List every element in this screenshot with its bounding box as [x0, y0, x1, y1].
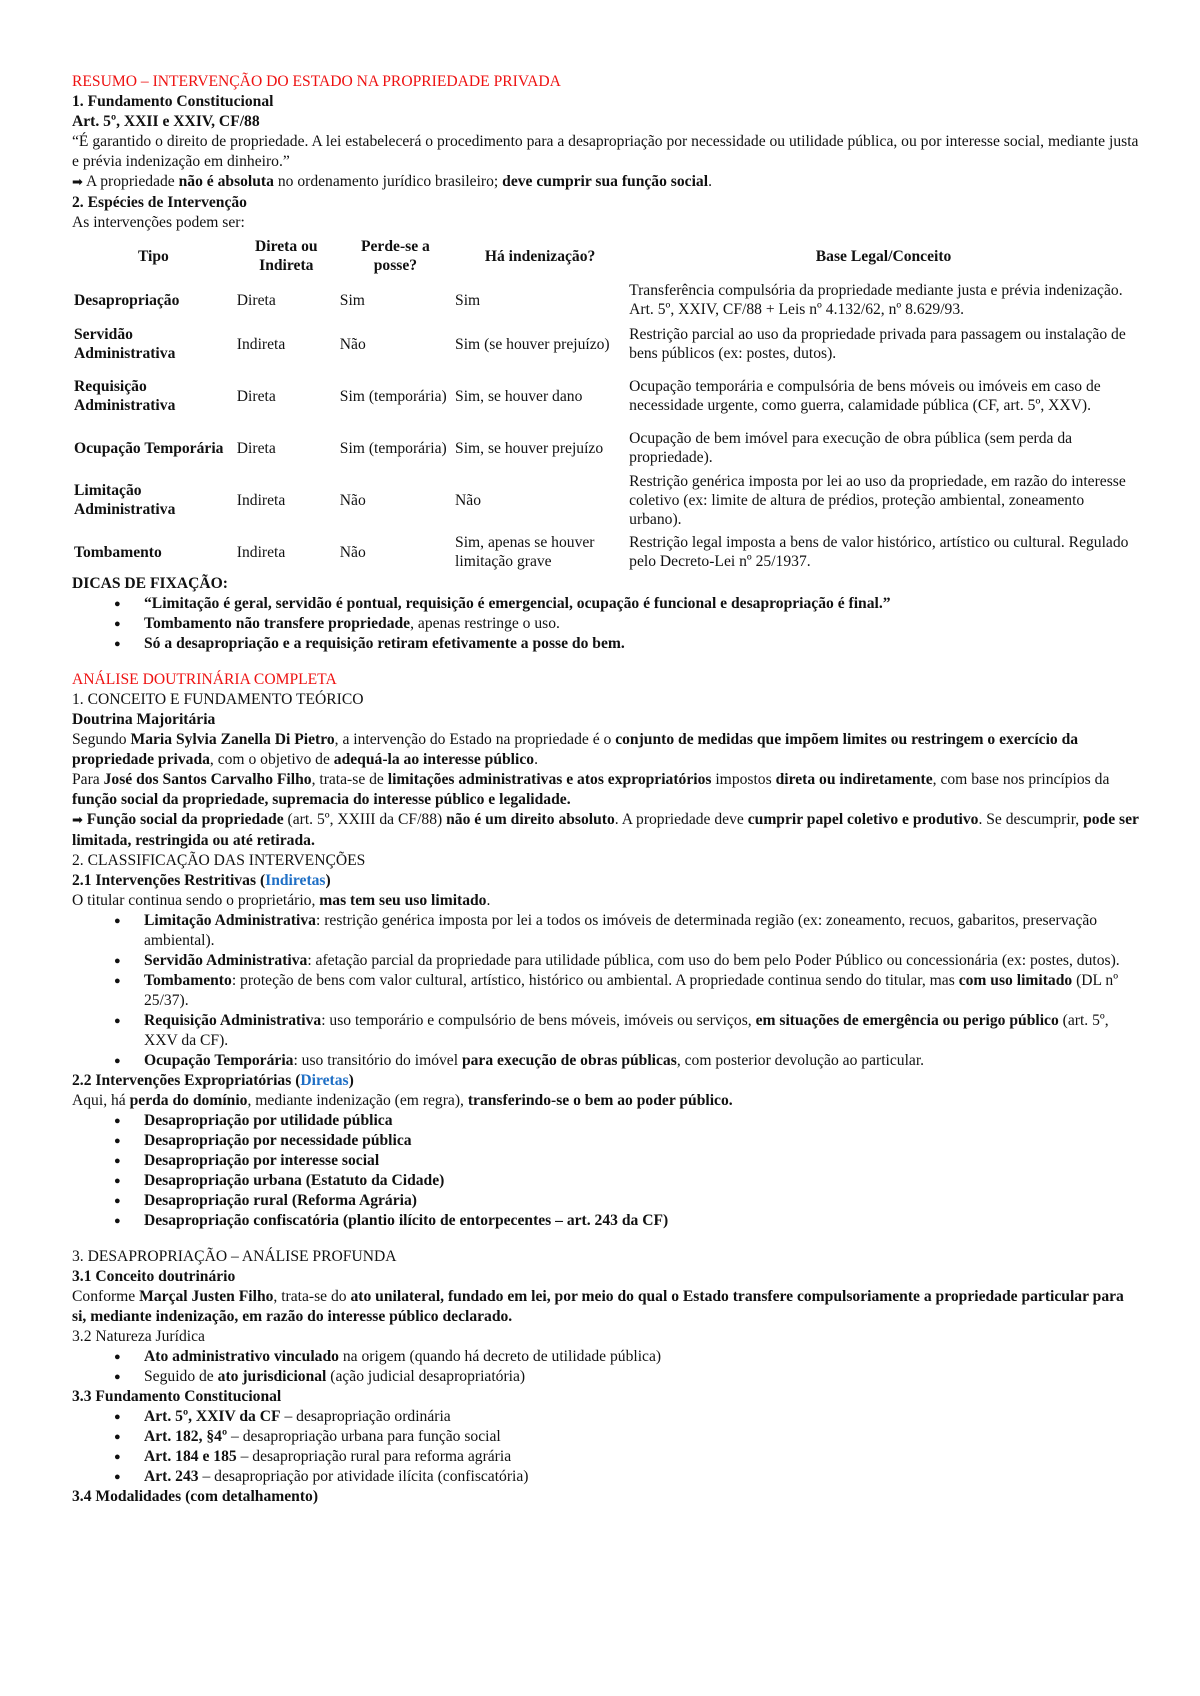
section-1-heading: 1. Fundamento Constitucional [72, 93, 274, 110]
header-posse: Perde-se a posse? [360, 238, 430, 274]
section-2-intro: As intervenções podem ser: [72, 214, 245, 231]
cell-direta: Direta [236, 439, 276, 457]
table-row [72, 470, 1140, 530]
cell-tipo: Limitação Administrativa [74, 482, 176, 518]
cell-tipo: Requisição Administrativa [74, 378, 176, 414]
section-3-4-heading: 3.4 Modalidades (com detalhamento) [72, 1488, 319, 1505]
table-row [72, 278, 1140, 322]
analise-section-1-heading: 1. CONCEITO E FUNDAMENTO TEÓRICO [72, 691, 364, 708]
function-note: ➡ A propriedade não é absoluta no ordenamento jurídico brasileiro; deve cumprir sua função social. [72, 173, 712, 190]
list-item: ● Só a desapropriação e a requisição retiram efetivamente a posse do bem. [144, 634, 1140, 654]
table-row [72, 322, 1140, 366]
cell-direta: Indireta [236, 491, 286, 509]
section-3-1-heading: 3.1 Conceito doutrinário [72, 1268, 236, 1285]
cell-base: Restrição genérica imposta por lei ao uso da propriedade, em razão do interesse coletivo (ex: limite de altura de prédios, proteção ambiental, zoneamento urbano). [629, 472, 1126, 528]
header-direta: Direta ou Indireta [255, 238, 318, 274]
analise-section-3-heading: 3. DESAPROPRIAÇÃO – ANÁLISE PROFUNDA [72, 1248, 397, 1265]
list-item: ● Art. 184 e 185 – desapropriação rural para reforma agrária [144, 1447, 1140, 1467]
cell-base: Ocupação de bem imóvel para execução de obra pública (sem perda da propriedade). [629, 430, 1073, 466]
cell-posse: Sim (temporária) [339, 439, 447, 457]
header-tipo: Tipo [137, 247, 169, 265]
list-item: ● Desapropriação por necessidade pública [144, 1131, 1140, 1151]
section-3-2-heading: 3.2 Natureza Jurídica [72, 1328, 205, 1345]
table-row [72, 426, 1140, 470]
resumo-title: RESUMO – INTERVENÇÃO DO ESTADO NA PROPRIEDADE PRIVADA [72, 73, 561, 90]
spacer [72, 1231, 1140, 1247]
list-item: ● Ato administrativo vinculado na origem (quando há decreto de utilidade pública) [144, 1347, 1140, 1367]
list-item: ● Art. 243 – desapropriação por atividade ilícita (confiscatória) [144, 1467, 1140, 1487]
section-1-article: Art. 5º, XXII e XXIV, CF/88 [72, 113, 260, 130]
cell-base: Ocupação temporária e compulsória de bens móveis ou imóveis em caso de necessidade urgente, como guerra, calamidade pública (CF, art. 5º, XXV). [629, 378, 1101, 414]
intervention-table [72, 234, 1140, 574]
cell-indenizacao: Sim [455, 291, 481, 309]
arrow-right-icon: ➡ [72, 813, 83, 828]
list-item: ● Requisição Administrativa: uso temporário e compulsório de bens móveis, imóveis ou serviços, em situações de emergência ou perigo público (art. 5º, XXV da CF). [144, 1011, 1140, 1051]
list-item: ● Desapropriação confiscatória (plantio ilícito de entorpecentes – art. 243 da CF) [144, 1211, 1140, 1231]
cell-direta: Indireta [236, 543, 286, 561]
arrow-right-icon: ➡ [72, 175, 83, 190]
paragraph-di-pietro: Segundo Maria Sylvia Zanella Di Pietro, a intervenção do Estado na propriedade é o conjunto de medidas que impõem limites ou restringem o exercício da propriedade privada, com o objetivo de adequá-la ao interesse público. [72, 731, 1079, 768]
table-row [72, 366, 1140, 426]
cell-indenizacao: Não [455, 491, 482, 509]
header-base-legal: Base Legal/Conceito [815, 247, 952, 265]
list-item: ● Art. 182, §4º – desapropriação urbana para função social [144, 1427, 1140, 1447]
analise-title: ANÁLISE DOUTRINÁRIA COMPLETA [72, 671, 337, 688]
list-item: ● Desapropriação rural (Reforma Agrária) [144, 1191, 1140, 1211]
table-row [72, 530, 1140, 574]
cell-base: Restrição parcial ao uso da propriedade privada para passagem ou instalação de bens públicos (ex: postes, dutos). [629, 326, 1126, 362]
table-header-row [72, 234, 1140, 278]
section-2-2-heading: 2.2 Intervenções Expropriatórias (Diretas) [72, 1072, 354, 1089]
doutrina-heading: Doutrina Majoritária [72, 711, 216, 728]
list-item: ● Seguido de ato jurisdicional (ação judicial desapropriatória) [144, 1367, 1140, 1387]
restritivas-list [72, 911, 1140, 1071]
cell-tipo: Tombamento [74, 543, 162, 561]
section-3-3-heading: 3.3 Fundamento Constitucional [72, 1388, 282, 1405]
constitution-quote: “É garantido o direito de propriedade. A lei estabelecerá o procedimento para a desapropriação por necessidade ou utilidade pública, ou por interesse social, mediante justa e prévia indenização em dinheiro.” [72, 133, 1139, 170]
cell-direta: Direta [236, 291, 276, 309]
paragraph-justen-filho: Conforme Marçal Justen Filho, trata-se do ato unilateral, fundado em lei, por meio do qual o Estado transfere compulsoriamente a propriedade particular para si, mediante indenização, em razão do interesse público declarado. [72, 1288, 1124, 1325]
cell-indenizacao: Sim, se houver prejuízo [455, 439, 604, 457]
list-item: ● Servidão Administrativa: afetação parcial da propriedade para utilidade pública, com uso do bem pelo Poder Público ou concessionária (ex: postes, dutos). [144, 951, 1140, 971]
cell-base: Transferência compulsória da propriedade mediante justa e prévia indenização. Art. 5º, XXIV, CF/88 + Leis nº 4.132/62, nº 8.629/93. [629, 282, 1123, 318]
cell-direta: Indireta [236, 335, 286, 353]
expropriatorias-list [72, 1111, 1140, 1231]
fundamento-list [72, 1407, 1140, 1487]
header-indenizacao: Há indenização? [484, 247, 596, 265]
list-item: ● Limitação Administrativa: restrição genérica imposta por lei a todos os imóveis de determinada região (ex: zoneamento, recuos, gabaritos, preservação ambiental). [144, 911, 1140, 951]
cell-indenizacao: Sim (se houver prejuízo) [455, 335, 610, 353]
spacer [72, 654, 1140, 670]
cell-direta: Direta [236, 387, 276, 405]
section-2-heading: 2. Espécies de Intervenção [72, 194, 247, 211]
cell-posse: Sim (temporária) [339, 387, 447, 405]
analise-section-2-heading: 2. CLASSIFICAÇÃO DAS INTERVENÇÕES [72, 852, 366, 869]
paragraph-funcao-social: ➡ Função social da propriedade (art. 5º, XXIII da CF/88) não é um direito absoluto. A propriedade deve cumprir papel coletivo e produtivo. Se descumprir, pode ser limitada, restringida ou até retirada. [72, 811, 1139, 849]
paragraph-carvalho-filho: Para José dos Santos Carvalho Filho, trata-se de limitações administrativas e atos expropriatórios impostos direta ou indiretamente, com base nos princípios da função social da propriedade, supremacia do interesse público e legalidade. [72, 771, 1110, 808]
list-item: ● “Limitação é geral, servidão é pontual, requisição é emergencial, ocupação é funcional e desapropriação é final.” [144, 594, 1140, 614]
dicas-list [72, 594, 1140, 654]
cell-indenizacao: Sim, se houver dano [455, 387, 583, 405]
dicas-heading: DICAS DE FIXAÇÃO: [72, 575, 228, 592]
list-item: ● Desapropriação urbana (Estatuto da Cidade) [144, 1171, 1140, 1191]
list-item: ● Ocupação Temporária: uso transitório do imóvel para execução de obras públicas, com posterior devolução ao particular. [144, 1051, 1140, 1071]
list-item: ● Desapropriação por utilidade pública [144, 1111, 1140, 1131]
cell-indenizacao: Sim, apenas se houver limitação grave [455, 534, 595, 570]
cell-posse: Não [339, 335, 366, 353]
natureza-list [72, 1347, 1140, 1387]
cell-base: Restrição legal imposta a bens de valor histórico, artístico ou cultural. Regulado pelo Decreto-Lei nº 25/1937. [629, 534, 1129, 570]
section-2-2-intro: Aqui, há perda do domínio, mediante indenização (em regra), transferindo-se o bem ao poder público. [72, 1092, 733, 1109]
list-item: ● Tombamento: proteção de bens com valor cultural, artístico, histórico ou ambiental. A propriedade continua sendo do titular, mas com uso limitado (DL nº 25/37). [144, 971, 1140, 1011]
list-item: ● Art. 5º, XXIV da CF – desapropriação ordinária [144, 1407, 1140, 1427]
cell-posse: Não [339, 543, 366, 561]
cell-tipo: Desapropriação [74, 291, 180, 309]
list-item: ● Desapropriação por interesse social [144, 1151, 1140, 1171]
cell-posse: Sim [339, 291, 365, 309]
list-item: ● Tombamento não transfere propriedade, apenas restringe o uso. [144, 614, 1140, 634]
cell-posse: Não [339, 491, 366, 509]
section-2-1-intro: O titular continua sendo o proprietário, mas tem seu uso limitado. [72, 892, 491, 909]
cell-tipo: Servidão Administrativa [74, 326, 176, 362]
section-2-1-heading: 2.1 Intervenções Restritivas (Indiretas) [72, 872, 331, 889]
cell-tipo: Ocupação Temporária [74, 439, 224, 457]
